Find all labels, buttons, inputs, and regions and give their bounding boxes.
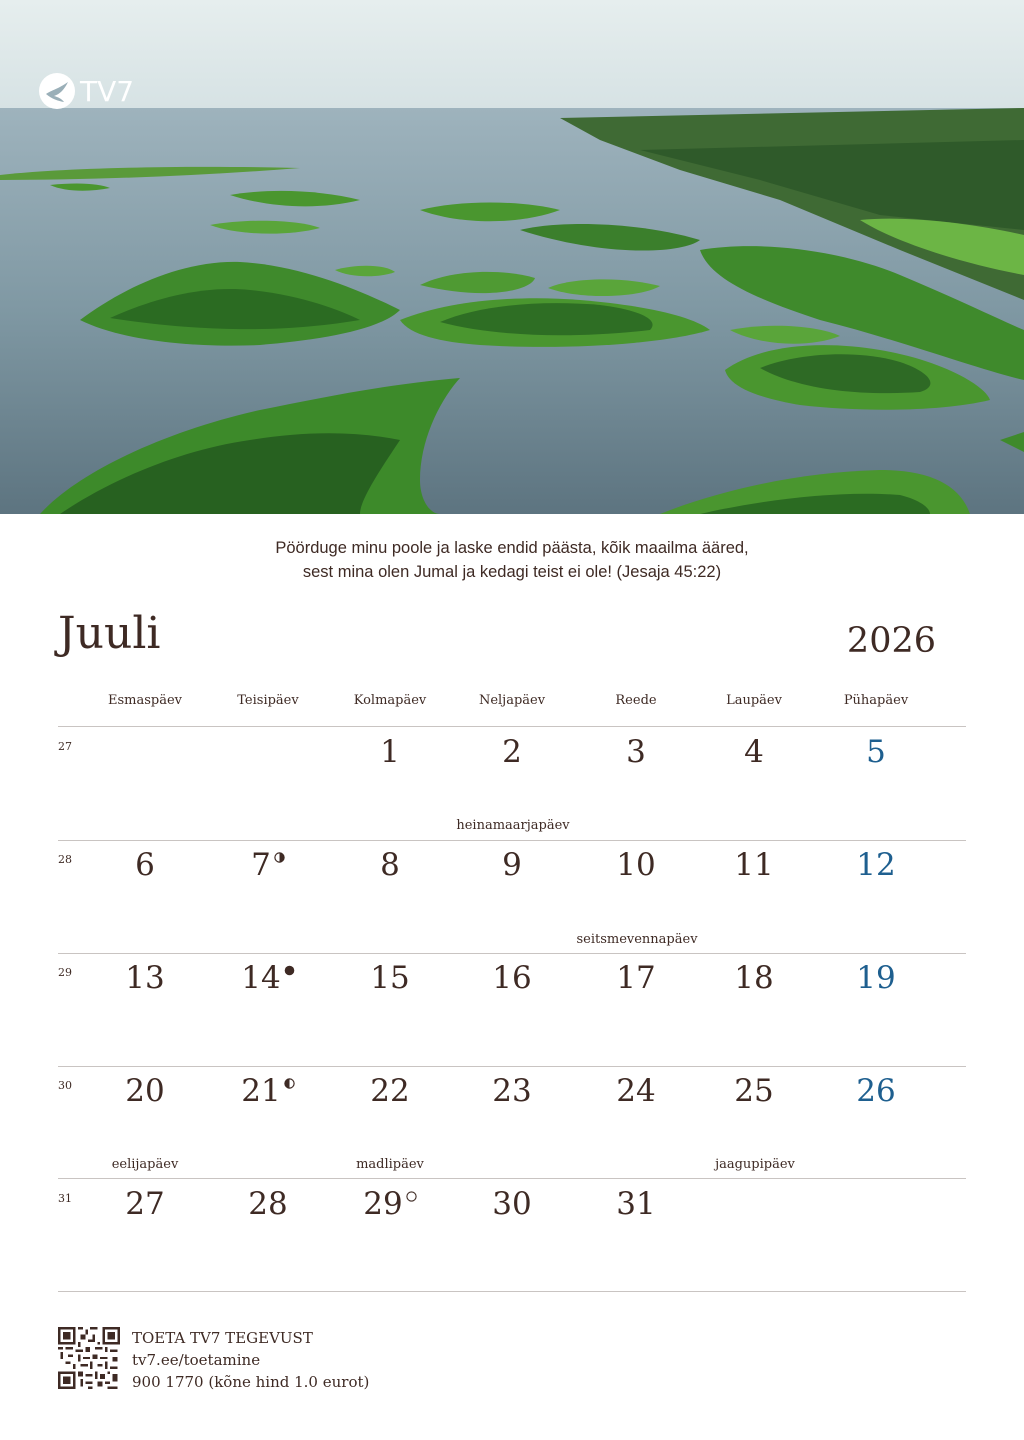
sunday-cell: 19: [856, 960, 896, 996]
row-divider: [58, 1066, 966, 1067]
day-header-friday: Reede: [615, 693, 657, 708]
bible-verse: [0, 536, 1024, 584]
support-url-link[interactable]: tv7.ee/toetamine: [132, 1351, 261, 1369]
day-number: 14: [241, 960, 281, 996]
support-footer: [58, 1327, 369, 1393]
logo-text: TV7: [80, 74, 135, 108]
week-number: 28: [58, 853, 72, 866]
day-number: 7: [251, 847, 271, 883]
day-cell-with-moon: [208, 1073, 328, 1109]
day-cell-with-moon: [208, 847, 328, 883]
day-cell: 11: [734, 847, 774, 883]
day-cell: 20: [125, 1073, 165, 1109]
day-header-thursday: Neljapäev: [478, 693, 546, 708]
row-divider: [58, 1291, 966, 1292]
day-number: 21: [241, 1073, 281, 1109]
row-divider: [58, 953, 966, 954]
name-day-label: seitsmevennapäev: [576, 932, 698, 947]
new-moon-icon: [406, 1191, 417, 1202]
name-day-label: eelijapäev: [111, 1157, 179, 1172]
day-cell: 24: [616, 1073, 656, 1109]
day-cell: 22: [370, 1073, 410, 1109]
dove-logo-icon: [38, 72, 76, 110]
month-title: Juuli: [58, 608, 161, 659]
day-cell: 30: [492, 1186, 532, 1222]
last-quarter-moon-icon: [284, 1078, 295, 1089]
sunday-cell: 5: [866, 734, 886, 770]
day-cell: 3: [626, 734, 646, 770]
day-cell: 28: [248, 1186, 288, 1222]
day-cell: 27: [125, 1186, 165, 1222]
name-day-label: madlipäev: [356, 1157, 424, 1172]
day-cell: 17: [616, 960, 656, 996]
verse-line-1: Pöörduge minu poole ja laske endid päästa, kõik maailma ääred,: [275, 539, 749, 557]
day-cell: 13: [125, 960, 165, 996]
row-divider: [58, 840, 966, 841]
day-header-wednesday: Kolmapäev: [353, 693, 427, 708]
day-header-monday: Esmaspäev: [107, 693, 183, 708]
verse-line-2: sest mina olen Jumal ja kedagi teist ei ole! (Jesaja 45:22): [302, 563, 722, 581]
day-cell: 23: [492, 1073, 532, 1109]
lake-islands-image: [0, 0, 1024, 514]
day-cell: 16: [492, 960, 532, 996]
row-divider: [58, 1178, 966, 1179]
day-cell: 6: [135, 847, 155, 883]
first-quarter-moon-icon: [274, 852, 285, 863]
day-cell: 1: [380, 734, 400, 770]
day-header-tuesday: Teisipäev: [237, 693, 299, 708]
qr-code-icon[interactable]: [58, 1327, 120, 1389]
day-cell: 18: [734, 960, 774, 996]
week-number: 30: [58, 1079, 72, 1092]
day-header-sunday: Pühapäev: [843, 693, 909, 708]
day-cell: 9: [502, 847, 522, 883]
row-divider: [58, 726, 966, 727]
day-cell: 31: [616, 1186, 656, 1222]
day-cell: 10: [616, 847, 656, 883]
week-number: 31: [58, 1192, 72, 1205]
support-phone: 900 1770 (kõne hind 1.0 eurot): [132, 1373, 370, 1391]
sunday-cell: 26: [856, 1073, 896, 1109]
tv7-logo: [38, 72, 134, 110]
support-text: [132, 1327, 369, 1393]
day-cell: 8: [380, 847, 400, 883]
year-title: 2026: [846, 621, 936, 661]
day-cell-with-moon: [330, 1186, 450, 1222]
cover-photo: [0, 0, 1024, 514]
sunday-cell: 12: [856, 847, 896, 883]
day-cell: 4: [744, 734, 764, 770]
day-number: 29: [363, 1186, 403, 1222]
week-number: 29: [58, 966, 72, 979]
name-day-label: heinamaarjapäev: [456, 818, 570, 833]
name-day-label: jaagupipäev: [715, 1157, 795, 1172]
day-cell-with-moon: [208, 960, 328, 996]
full-moon-icon: [284, 965, 295, 976]
support-title: TOETA TV7 TEGEVUST: [132, 1329, 313, 1347]
day-header-saturday: Laupäev: [726, 693, 782, 708]
day-cell: 25: [734, 1073, 774, 1109]
week-number: 27: [58, 740, 72, 753]
day-cell: 15: [370, 960, 410, 996]
day-cell: 2: [502, 734, 522, 770]
